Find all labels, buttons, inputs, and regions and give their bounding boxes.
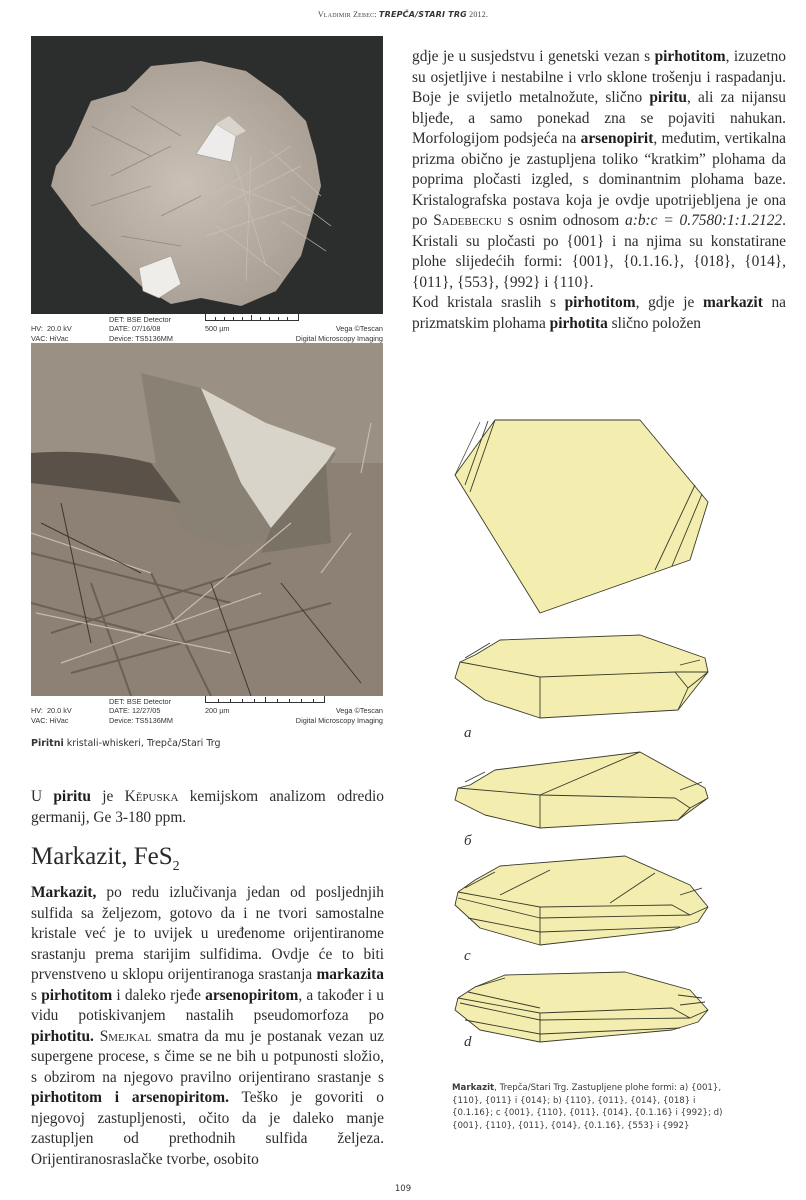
vendor-label: Vega ©Tescan	[335, 706, 383, 715]
heading-subscript: 2	[172, 859, 180, 874]
figure-label-a: a	[464, 725, 472, 741]
det-label: DET: BSE Detector	[109, 315, 172, 324]
caption-bold: Piritni	[31, 738, 64, 749]
text-run: , gdje je	[635, 294, 703, 311]
det-label: DET: BSE Detector	[109, 697, 172, 706]
scale-bar	[205, 314, 299, 321]
text-run: je	[91, 788, 125, 805]
header-brand: TREPČA/STARI TRG	[378, 10, 467, 19]
sem-photo-crystal-cluster	[31, 36, 383, 314]
right-column-text	[412, 47, 786, 334]
hv-label: HV: 20.0 kV	[31, 706, 72, 715]
text-run: s osnim odnosom	[501, 212, 626, 229]
photo-caption	[31, 738, 221, 749]
figure-label-c: c	[464, 948, 471, 964]
text-run: , izuzetno su osjetljive i nestabilne i vrlo sklone trošenju i raspadanju. Boje je svijetlo metalnožute, slično	[412, 48, 787, 106]
figure-label-d: d	[464, 1034, 472, 1050]
sem-metadata-1	[31, 314, 383, 344]
text-run: s	[31, 986, 42, 1004]
mineral-name: pirhotita	[549, 314, 608, 332]
device-label: Device: TS5136MM	[109, 334, 173, 343]
text-run: , međutim, vertikalna prizma obično je zastupljena toliko “kratkim” plohama da poprima pločasti izgled, s dominantnim plohama baze. Kristalografska postava koja je ovdje upotrijebljena je ona po	[412, 130, 786, 229]
crystal-b	[455, 752, 708, 828]
mineral-name: markazit	[702, 294, 763, 311]
caption-bold: Markazit	[452, 1083, 495, 1093]
device-label: Device: TS5136MM	[109, 716, 173, 725]
date-label: DATE: 07/16/08	[109, 324, 161, 333]
mineral-name: arsenopirit	[580, 130, 654, 147]
sem-metadata-2	[31, 696, 383, 726]
caption-text: kristali-whiskeri, Trepča/Stari Trg	[63, 738, 221, 749]
author-name: Smejkal	[99, 1027, 152, 1045]
mineral-name: pirhotitom	[41, 986, 113, 1004]
whiskers-image	[31, 343, 383, 696]
scale-label: 200 µm	[205, 706, 230, 715]
heading-text: Markazit, FeS	[31, 843, 173, 870]
scale-bar	[205, 696, 325, 703]
germanium-paragraph	[31, 787, 384, 828]
crystal-d	[455, 972, 708, 1042]
mineral-name: piritu	[53, 788, 91, 805]
section-heading	[31, 843, 180, 875]
vac-label: VAC: HiVac	[31, 334, 69, 343]
crystal-a	[455, 635, 708, 718]
markazit-paragraph	[31, 883, 384, 1170]
header-year: 2012.	[469, 10, 489, 19]
axial-ratio: a:b:c = 0.7580:1:1.2122	[625, 212, 783, 229]
mineral-name: pirhotitu.	[31, 1027, 94, 1045]
date-label: DATE: 12/27/05	[109, 706, 161, 715]
crystal-drawings-figure	[440, 410, 740, 1050]
page-number: 109	[394, 1184, 412, 1194]
text-run: Kod kristala sraslih s	[412, 294, 565, 311]
text-run: smatra da mu je postanak vezan uz supergene procese, s čime se ne bih u potpunosti složio, s obzirom na njegovo pravilno orijentirano srastanje s	[31, 1027, 384, 1086]
header-author: Vladimir Zebec:	[317, 10, 377, 19]
imaging-label: Digital Microscopy Imaging	[295, 716, 383, 725]
running-header	[0, 10, 806, 19]
text-run: , a također i u vidu potiskivanjem nastalih pseudomorfoza po	[31, 986, 384, 1024]
text-run: U	[31, 788, 54, 805]
author-name: Kěpuska	[124, 788, 179, 805]
mineral-name: pirhotitom	[564, 294, 636, 311]
figure-caption	[452, 1082, 732, 1132]
imaging-label: Digital Microscopy Imaging	[295, 334, 383, 343]
hv-label: HV: 20.0 kV	[31, 324, 72, 333]
text-run: . Kristali su pločasti po {001} i na njima su konstatirane plohe slijedećih formi: {001}, {0.1.16.}, {018}, {014}, {011}, {553}, {992} i {110}.	[412, 212, 786, 291]
text-run: kemijskom analizom odredio germanij, Ge 3-180 ppm.	[31, 788, 384, 826]
text-run: i daleko rjeđe	[112, 986, 206, 1004]
crystal-c	[455, 856, 708, 945]
text-run: Teško je govoriti o njegovoj zastupljenosti, očito da je daleko manje zastupljen od prethodnih sulfida željeza. Orijentiranosraslačke tvorbe, osobito	[31, 1089, 385, 1168]
mineral-name: arsenopiritom	[205, 986, 299, 1004]
text-run: na prizmatskim plohama	[412, 294, 787, 332]
caption-text: , Trepča/Stari Trg. Zastupljene plohe formi: a) {001}, {110}, {011} i {014}; b) {110}, {011}, {014}, {018} i {0.1.16}; c {001}, {110}, {011}, {014}, {0.1.16} i {992}; d) {001}, {110}, {011}, {014}, {0.1.16}, {553} i {992}	[452, 1083, 723, 1131]
vac-label: VAC: HiVac	[31, 716, 69, 725]
mineral-name: piritu	[649, 89, 687, 106]
vendor-label: Vega ©Tescan	[335, 324, 383, 333]
crystal-cluster-image	[31, 36, 383, 314]
mineral-name: markazita	[316, 966, 384, 983]
text-run: gdje je u susjedstvu i genetski vezan s	[412, 48, 655, 65]
author-name: Sadebecku	[433, 212, 502, 229]
figure-label-b: б	[464, 833, 472, 849]
mineral-name: pirhotitom i arsenopiritom.	[31, 1089, 229, 1106]
text-run: slično položen	[607, 314, 701, 332]
scale-label: 500 µm	[205, 324, 230, 333]
text-run: po redu izlučivanja jedan od posljednjih sulfida sa željezom, gotovo da i ne tvori samostalne kristale već je to uvijek u uređenome orijentiranome srastanju prema starijim sulfidima. Ovdje će to biti prvenstveno u sklopu orijentiranoga srastanja	[31, 884, 384, 983]
mineral-name: Markazit,	[31, 884, 97, 901]
sem-photo-whiskers	[31, 343, 383, 696]
mineral-name: pirhotitom	[654, 48, 726, 65]
crystal-plan-view	[455, 420, 708, 613]
text-run: , ali za nijansu bljeđe, a samo ponekad zna se pojaviti nahukan. Morfologijom podsjeća na	[412, 89, 786, 147]
